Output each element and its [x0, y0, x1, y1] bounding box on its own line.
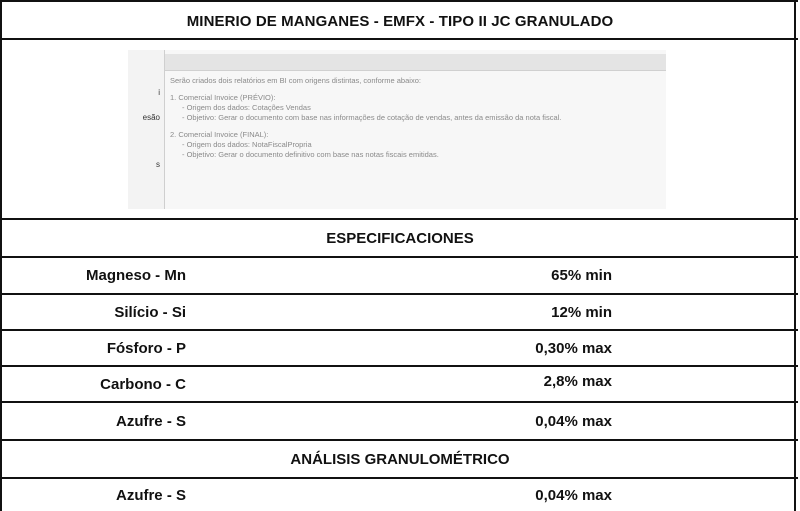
screenshot-side-label: esão — [142, 113, 160, 122]
screenshot-line: 1. Comercial Invoice (PRÉVIO): — [170, 93, 276, 102]
granulo-section-title: ANÁLISIS GRANULOMÉTRICO — [2, 439, 798, 477]
specs-section-title: ESPECIFICACIONES — [2, 218, 798, 256]
spec-row — [2, 401, 798, 439]
screenshot-line: Serão criados dois relatórios em BI com origens distintas, conforme abaixo: — [170, 76, 421, 85]
embedded-screenshot-row — [2, 38, 798, 218]
spec-row — [2, 329, 798, 365]
spec-value: 0,04% max — [535, 412, 612, 430]
spec-row — [2, 256, 798, 293]
screenshot-line: - Objetivo: Gerar o documento com base nas informações de cotação de vendas, antes da emissão da nota fiscal. — [182, 113, 562, 122]
embedded-screenshot — [128, 50, 666, 209]
screenshot-text — [170, 76, 660, 160]
spec-value: 0,30% max — [535, 339, 612, 357]
screenshot-side-label: i — [158, 88, 160, 97]
document-title: MINERIO DE MANGANES - EMFX - TIPO II JC GRANULADO — [2, 0, 798, 40]
screenshot-line: - Origem dos dados: NotaFiscalPropria — [182, 140, 312, 149]
spec-name: Magneso - Mn — [86, 267, 186, 284]
screenshot-side-label: s — [156, 160, 160, 169]
granulo-name: Azufre - S — [115, 486, 186, 504]
spec-row — [2, 365, 798, 401]
spec-name: Fósforo - P — [106, 339, 186, 357]
spec-value: 65% min — [551, 267, 612, 284]
granulo-value: 0,04% max — [535, 486, 612, 504]
granulo-row — [2, 477, 798, 511]
screenshot-line: - Origem dos dados: Cotações Vendas — [182, 103, 311, 112]
screenshot-line: 2. Comercial Invoice (FINAL): — [170, 130, 269, 139]
spec-row — [2, 293, 798, 329]
spec-value: 12% min — [551, 303, 612, 321]
screenshot-header-bar — [165, 54, 666, 71]
spec-name: Silício - Si — [114, 303, 186, 321]
spec-value: 2,8% max — [543, 372, 612, 390]
spec-name: Azufre - S — [115, 412, 186, 430]
screenshot-sidebar — [128, 50, 165, 209]
spec-name: Carbono - C — [100, 375, 186, 393]
screenshot-line: - Objetivo: Gerar o documento definitivo com base nas notas fiscais emitidas. — [182, 150, 439, 159]
